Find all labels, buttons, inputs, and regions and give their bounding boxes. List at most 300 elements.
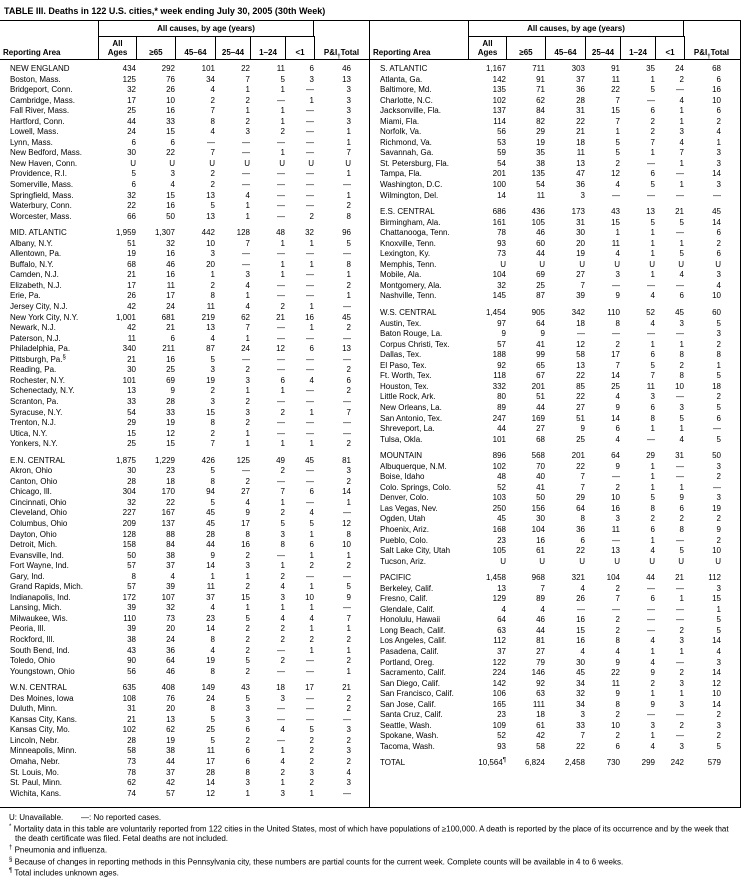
value-cell: 2 [309, 746, 314, 756]
value-cell: — [242, 466, 250, 476]
value-cell: 43 [127, 645, 136, 655]
reporting-area-label: Scranton, Pa. [10, 396, 59, 406]
reporting-area-label: Baton Rouge, La. [380, 329, 443, 339]
footnote-marker: ¶ [9, 867, 13, 874]
table-row [370, 127, 740, 138]
value-cell: U [308, 158, 314, 168]
table-row [0, 487, 369, 498]
reporting-area-label: San Jose, Calif. [380, 699, 437, 709]
value-cell: 48 [497, 472, 506, 482]
value-cell: 1 [650, 646, 655, 656]
value-cell: 6 [170, 333, 175, 343]
value-cell: 22 [127, 201, 136, 211]
reporting-area-label: W.N. CENTRAL [10, 683, 67, 693]
value-cell: 4 [615, 392, 620, 402]
value-cell: — [676, 461, 684, 471]
value-cell: — [343, 180, 351, 190]
value-cell: 442 [201, 228, 215, 238]
value-cell: 14 [712, 169, 721, 179]
table-row [370, 218, 740, 229]
table-row [0, 530, 369, 541]
value-cell: — [306, 396, 314, 406]
section-total-row [0, 456, 369, 467]
region-section [0, 683, 369, 799]
value-cell: 201 [492, 169, 506, 179]
value-cell: 1 [245, 428, 250, 438]
table-row [0, 603, 369, 614]
value-cell: 227 [122, 508, 136, 518]
value-cell: — [242, 148, 250, 158]
value-cell: 4 [210, 333, 215, 343]
reporting-area-label: Schenectady, N.Y. [10, 386, 75, 396]
value-cell: — [306, 476, 314, 486]
column-header-row [0, 36, 369, 60]
value-cell: 14 [712, 217, 721, 227]
table-row [0, 96, 369, 107]
value-cell: U [244, 158, 250, 168]
value-cell: — [306, 106, 314, 116]
value-cell: 9 [615, 461, 620, 471]
value-cell: 1 [309, 645, 314, 655]
value-cell: 1 [716, 360, 721, 370]
value-cell: — [647, 615, 655, 625]
value-cell: 1 [309, 788, 314, 798]
value-cell: 15 [611, 106, 620, 116]
value-cell: 63 [497, 625, 506, 635]
value-cell: 15 [241, 592, 250, 602]
header-group-row [0, 21, 369, 36]
value-cell: 92 [497, 360, 506, 370]
value-cell: 4 [615, 180, 620, 190]
value-cell: 4 [650, 318, 655, 328]
value-cell: 3 [716, 461, 721, 471]
value-cell: 1 [346, 550, 351, 560]
value-cell: 6 [716, 106, 721, 116]
table-row [0, 519, 369, 530]
column-header: All Ages [468, 36, 506, 59]
value-cell: 9 [679, 493, 684, 503]
table-row [370, 605, 740, 616]
value-cell: 38 [166, 746, 175, 756]
value-cell: 2 [346, 439, 351, 449]
value-cell: — [343, 354, 351, 364]
value-cell: 9 [615, 689, 620, 699]
value-cell: 158 [122, 540, 136, 550]
value-cell: 2 [245, 550, 250, 560]
table-row [0, 593, 369, 604]
reporting-area-label: Denver, Colo. [380, 493, 429, 503]
value-cell: 78 [497, 228, 506, 238]
value-cell: 4 [615, 434, 620, 444]
value-cell: 2 [679, 625, 684, 635]
table-row [370, 615, 740, 626]
reporting-area-label: Syracuse, N.Y. [10, 407, 63, 417]
table-row [370, 75, 740, 86]
value-cell: 4 [716, 646, 721, 656]
value-cell: 1 [245, 85, 250, 95]
value-cell: 14 [712, 668, 721, 678]
table-row [370, 546, 740, 557]
value-cell: 2 [245, 645, 250, 655]
reporting-area-label: Providence, R.I. [10, 169, 67, 179]
reporting-area-label: Birmingham, Ala. [380, 217, 441, 227]
reporting-area-label: Hartford, Conn. [10, 116, 65, 126]
section-total-row [370, 758, 740, 769]
reporting-area-label: New Bedford, Mass. [10, 148, 83, 158]
value-cell: — [647, 329, 655, 339]
value-cell: 3 [716, 657, 721, 667]
table-row [370, 85, 740, 96]
value-cell: 16 [576, 615, 585, 625]
value-cell: — [647, 95, 655, 105]
table-row [370, 239, 740, 250]
value-cell: 681 [161, 312, 175, 322]
value-cell: 24 [166, 634, 175, 644]
reporting-area-label: Cincinnati, Ohio [10, 497, 67, 507]
value-cell: 165 [492, 699, 506, 709]
reporting-area-label: Tampa, Fla. [380, 169, 422, 179]
value-cell: 1 [650, 731, 655, 741]
value-cell: 209 [122, 518, 136, 528]
value-cell: 242 [670, 758, 684, 768]
value-cell: 61 [536, 546, 545, 556]
value-cell: 2 [679, 360, 684, 370]
value-cell: 9 [650, 668, 655, 678]
value-cell: 21 [675, 207, 684, 217]
region-section [370, 451, 740, 567]
value-cell: 8 [716, 350, 721, 360]
section-total-row [370, 451, 740, 462]
value-cell: 76 [166, 693, 175, 703]
value-cell: — [277, 666, 285, 676]
table-row [0, 249, 369, 260]
value-cell: 905 [531, 308, 545, 318]
value-cell: 112 [708, 573, 721, 583]
value-cell: 52 [497, 731, 506, 741]
value-cell: 53 [497, 137, 506, 147]
value-cell: 3 [615, 270, 620, 280]
value-cell: 3 [346, 725, 351, 735]
value-cell: 686 [492, 207, 506, 217]
value-cell: 7 [580, 280, 585, 290]
section-total-row [0, 228, 369, 239]
value-cell: 170 [161, 487, 175, 497]
value-cell: 14 [611, 371, 620, 381]
value-cell: 33 [166, 407, 175, 417]
value-cell: 128 [122, 529, 136, 539]
table-row [0, 656, 369, 667]
footnote-line: § Because of changes in reporting methods in this Pennsylvania city, these numbers are partial counts for the current week. Complete counts will be available in 4 to 6 weeks. [9, 856, 624, 867]
value-cell: 84 [536, 106, 545, 116]
value-cell: 8 [346, 211, 351, 221]
value-cell: 1 [346, 137, 351, 147]
value-cell: 22 [611, 668, 620, 678]
value-cell: 9 [615, 402, 620, 412]
value-cell: — [577, 604, 585, 614]
value-cell: 2 [245, 396, 250, 406]
table-row [370, 525, 740, 536]
table-row [370, 138, 740, 149]
value-cell: 36 [576, 524, 585, 534]
table-left-half [0, 21, 370, 807]
value-cell: 3 [679, 741, 684, 751]
value-cell: 2 [716, 472, 721, 482]
value-cell: 4 [280, 757, 285, 766]
value-cell: 32 [305, 228, 314, 238]
value-cell: 9 [170, 386, 175, 396]
value-cell: 1,001 [115, 312, 136, 322]
table-row [370, 636, 740, 647]
value-cell: 1 [210, 571, 215, 581]
table-row [370, 180, 740, 191]
table-row [0, 540, 369, 551]
value-cell: 16 [241, 540, 250, 550]
value-cell: 156 [531, 503, 545, 513]
value-cell: 5 [210, 714, 215, 724]
reporting-area-label: Dallas, Tex. [380, 350, 422, 360]
value-cell: 60 [536, 238, 545, 248]
value-cell: 94 [206, 487, 215, 497]
table-row [0, 323, 369, 334]
value-cell: 8 [615, 699, 620, 709]
reporting-area-label: Dayton, Ohio [10, 529, 57, 539]
value-cell: 5 [650, 180, 655, 190]
value-cell: 1 [346, 645, 351, 655]
column-header: 45–64 [545, 36, 585, 59]
value-cell: U [279, 158, 285, 168]
value-cell: 20 [166, 624, 175, 634]
value-cell: 68 [712, 64, 721, 73]
reporting-area-label: Jacksonville, Fla. [380, 106, 441, 116]
value-cell: — [277, 180, 285, 190]
value-cell: 64 [497, 615, 506, 625]
value-cell: — [277, 137, 285, 147]
value-cell: 3 [679, 318, 684, 328]
value-cell: 711 [532, 64, 545, 73]
value-cell: 33 [576, 720, 585, 730]
column-header: Reporting Area [373, 48, 431, 57]
value-cell: — [647, 280, 655, 290]
value-cell: — [343, 396, 351, 406]
table-row [370, 700, 740, 711]
value-cell: 58 [127, 746, 136, 756]
value-cell: — [277, 550, 285, 560]
value-cell: 2 [309, 735, 314, 745]
table-row [0, 106, 369, 117]
reporting-area-label: New York City, N.Y. [10, 312, 79, 322]
value-cell: — [306, 714, 314, 724]
value-cell: 3 [309, 74, 314, 84]
value-cell: 8 [280, 540, 285, 550]
value-cell: 2 [679, 668, 684, 678]
value-cell: — [306, 428, 314, 438]
value-cell: 19 [166, 735, 175, 745]
value-cell: 8 [679, 350, 684, 360]
value-cell: 10 [611, 493, 620, 503]
value-cell: U [678, 556, 684, 566]
value-cell: 22 [576, 371, 585, 381]
value-cell: 81 [342, 455, 351, 465]
table-row [0, 376, 369, 387]
value-cell: 3 [245, 778, 250, 788]
region-section [370, 758, 740, 769]
value-cell: 299 [641, 758, 655, 768]
value-cell: 12 [166, 428, 175, 438]
table-row [0, 239, 369, 250]
value-cell: U [345, 158, 351, 168]
value-cell: 88 [166, 529, 175, 539]
reporting-area-label: Mobile, Ala. [380, 270, 422, 280]
value-cell: 135 [492, 85, 506, 95]
reporting-area-label: Columbus, Ohio [10, 518, 68, 528]
value-cell: 2 [615, 482, 620, 492]
value-cell: 14 [712, 636, 721, 646]
value-cell: — [306, 291, 314, 301]
value-cell: 31 [675, 451, 684, 461]
value-cell: 1 [280, 386, 285, 396]
value-cell: — [343, 302, 351, 312]
value-cell: — [277, 323, 285, 333]
value-cell: 125 [122, 74, 136, 84]
value-cell: — [277, 169, 285, 179]
reporting-area-label: St. Paul, Minn. [10, 778, 63, 788]
value-cell: 89 [536, 594, 545, 604]
value-cell: 8 [210, 666, 215, 676]
value-cell: 17 [127, 95, 136, 105]
value-cell: 73 [166, 613, 175, 623]
reporting-area-label: Charlotte, N.C. [380, 95, 433, 105]
value-cell: 2 [245, 634, 250, 644]
value-cell: 2 [210, 428, 215, 438]
value-cell: 3 [716, 270, 721, 280]
table-right-half [370, 21, 741, 807]
value-cell: 2 [650, 116, 655, 126]
value-cell: 23 [497, 535, 506, 545]
value-cell: 1 [650, 74, 655, 84]
value-cell: 99 [536, 350, 545, 360]
value-cell: 38 [166, 550, 175, 560]
value-cell: 13 [206, 190, 215, 200]
value-cell: — [306, 656, 314, 666]
value-cell: 2 [280, 302, 285, 312]
value-cell: U [500, 259, 506, 269]
value-cell: 5 [210, 466, 215, 476]
deaths-table [0, 20, 741, 808]
value-cell: 1 [309, 439, 314, 449]
table-row [370, 291, 740, 302]
value-cell: 14 [497, 190, 506, 200]
value-cell: 81 [536, 636, 545, 646]
value-cell: 3 [716, 720, 721, 730]
value-cell: U [649, 259, 655, 269]
value-cell: 5 [679, 249, 684, 259]
value-cell: 47 [576, 169, 585, 179]
value-cell: 64 [166, 656, 175, 666]
value-cell: 4 [540, 604, 545, 614]
value-cell: 21 [675, 573, 684, 583]
value-cell: 8 [245, 767, 250, 777]
value-cell: 25 [206, 725, 215, 735]
value-cell: 4 [210, 603, 215, 613]
table-row [370, 435, 740, 446]
value-cell: — [277, 396, 285, 406]
value-cell: 2 [210, 169, 215, 179]
reporting-area-label: Cambridge, Mass. [10, 95, 75, 105]
value-cell: 2 [346, 735, 351, 745]
value-cell: 13 [576, 158, 585, 168]
value-cell: — [306, 571, 314, 581]
value-cell: 102 [492, 95, 506, 105]
value-cell: 62 [536, 95, 545, 105]
value-cell: 57 [497, 339, 506, 349]
value-cell: 28 [166, 396, 175, 406]
value-cell: 1 [650, 270, 655, 280]
region-section [0, 228, 369, 449]
value-cell: 128 [236, 228, 250, 238]
value-cell: 30 [127, 148, 136, 158]
value-cell: — [612, 329, 620, 339]
reporting-area-label: Peoria, Ill. [10, 624, 46, 634]
value-cell: 5 [716, 625, 721, 635]
table-row [0, 646, 369, 657]
value-cell: 19 [206, 656, 215, 666]
value-cell: 11 [206, 302, 215, 312]
value-cell: 36 [166, 645, 175, 655]
value-cell: 24 [675, 64, 684, 73]
value-cell: 1 [615, 228, 620, 238]
value-cell: 44 [166, 757, 175, 766]
value-cell: 1 [650, 535, 655, 545]
value-cell: 3 [716, 583, 721, 593]
table-row [0, 191, 369, 202]
value-cell: 5 [716, 741, 721, 751]
reporting-area-label: Pittsburgh, Pa.§ [10, 354, 66, 364]
value-cell: 105 [531, 217, 545, 227]
value-cell: 1 [650, 424, 655, 434]
value-cell: 39 [576, 291, 585, 301]
value-cell: 19 [127, 249, 136, 259]
value-cell: — [242, 137, 250, 147]
table-row [0, 736, 369, 747]
value-cell: — [676, 535, 684, 545]
value-cell: 15 [166, 439, 175, 449]
value-cell: 1,959 [115, 228, 136, 238]
value-cell: 3 [346, 116, 351, 126]
value-cell: 28 [127, 735, 136, 745]
value-cell: 22 [576, 461, 585, 471]
reporting-area-label: Jersey City, N.J. [10, 302, 68, 312]
value-cell: — [676, 169, 684, 179]
value-cell: 2 [346, 365, 351, 375]
value-cell: 8 [210, 704, 215, 714]
value-cell: 730 [606, 758, 620, 768]
value-cell: — [306, 116, 314, 126]
value-cell: 6 [580, 535, 585, 545]
value-cell: — [612, 190, 620, 200]
value-cell: 37 [576, 74, 585, 84]
reporting-area-label: Corpus Christi, Tex. [380, 339, 450, 349]
value-cell: 65 [536, 360, 545, 370]
value-cell: 12 [611, 169, 620, 179]
value-cell: 340 [122, 344, 136, 354]
reporting-area-label: Worcester, Mass. [10, 211, 72, 221]
value-cell: 25 [127, 439, 136, 449]
value-cell: 40 [536, 472, 545, 482]
value-cell: 224 [492, 668, 506, 678]
value-cell: 58 [576, 350, 585, 360]
value-cell: 1 [309, 259, 314, 269]
value-cell: 13 [576, 360, 585, 370]
